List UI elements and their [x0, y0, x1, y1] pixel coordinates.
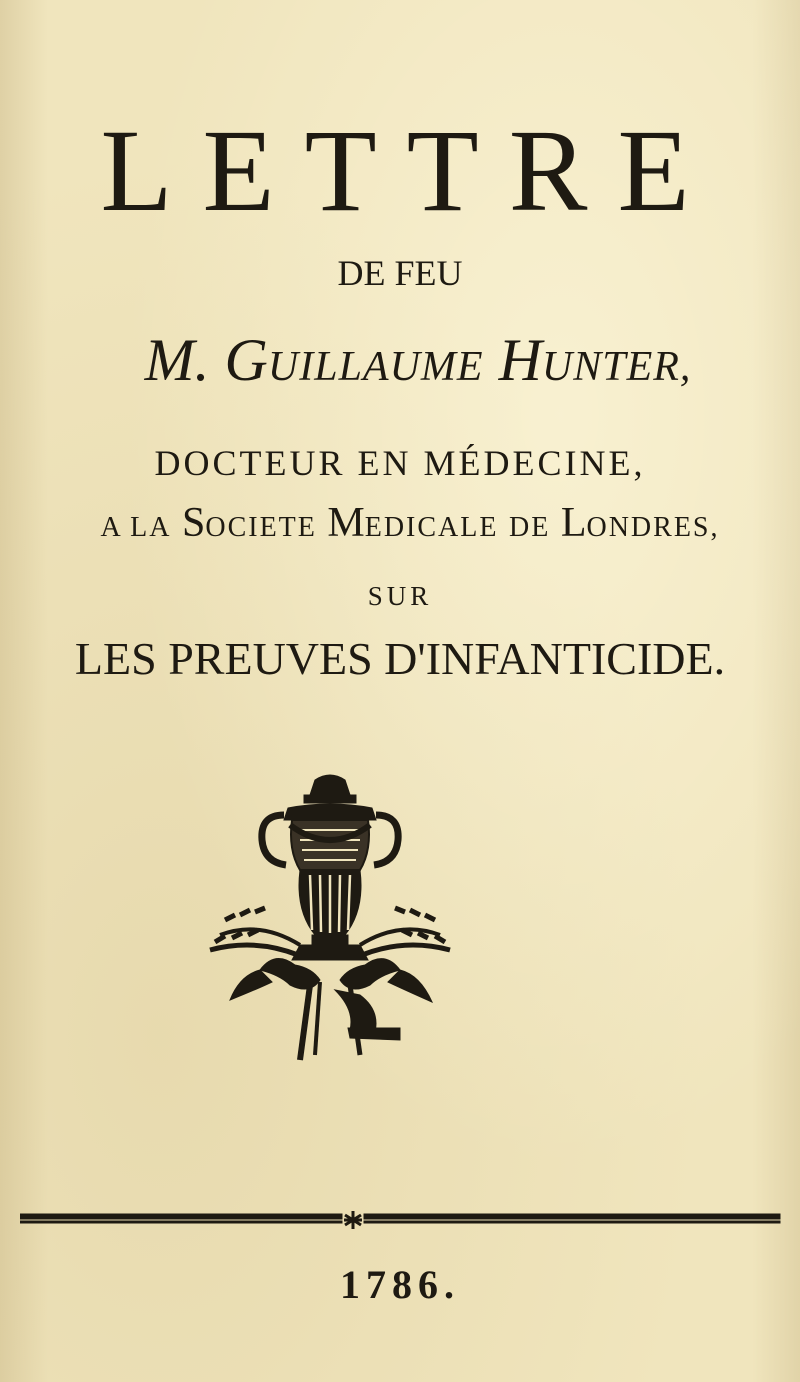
society-line	[10, 502, 800, 544]
society-l: L	[560, 500, 587, 546]
subtitle-de-feu: DE FEU	[337, 253, 463, 293]
society-m: M	[327, 500, 365, 546]
author-name	[18, 327, 800, 393]
author-last-initial: H	[498, 327, 542, 393]
subject-line: LES PREUVES D'INFANTICIDE.	[74, 633, 726, 684]
page-title: LETTRE	[100, 105, 720, 236]
society-prefix: A LA	[100, 512, 172, 543]
publication-date: 1786.	[340, 1262, 460, 1307]
connector-sur: SUR	[367, 581, 433, 611]
society-de: DE	[509, 512, 551, 543]
society-ondres: ONDRES,	[586, 512, 720, 543]
asterisk-rule-icon	[20, 1210, 800, 1230]
author-first-initial: G	[224, 327, 268, 393]
society-edicale: EDICALE	[364, 512, 499, 543]
urn-with-doves-vignette-icon	[200, 770, 460, 1070]
author-profession: DOCTEUR EN MÉDECINE,	[154, 443, 646, 483]
author-prefix: M.	[144, 327, 210, 393]
author-first-rest: UILLAUME	[267, 344, 484, 390]
society-s: S	[181, 500, 206, 546]
author-last-rest: UNTER,	[541, 344, 692, 390]
society-ociete: OCIETE	[205, 512, 317, 543]
